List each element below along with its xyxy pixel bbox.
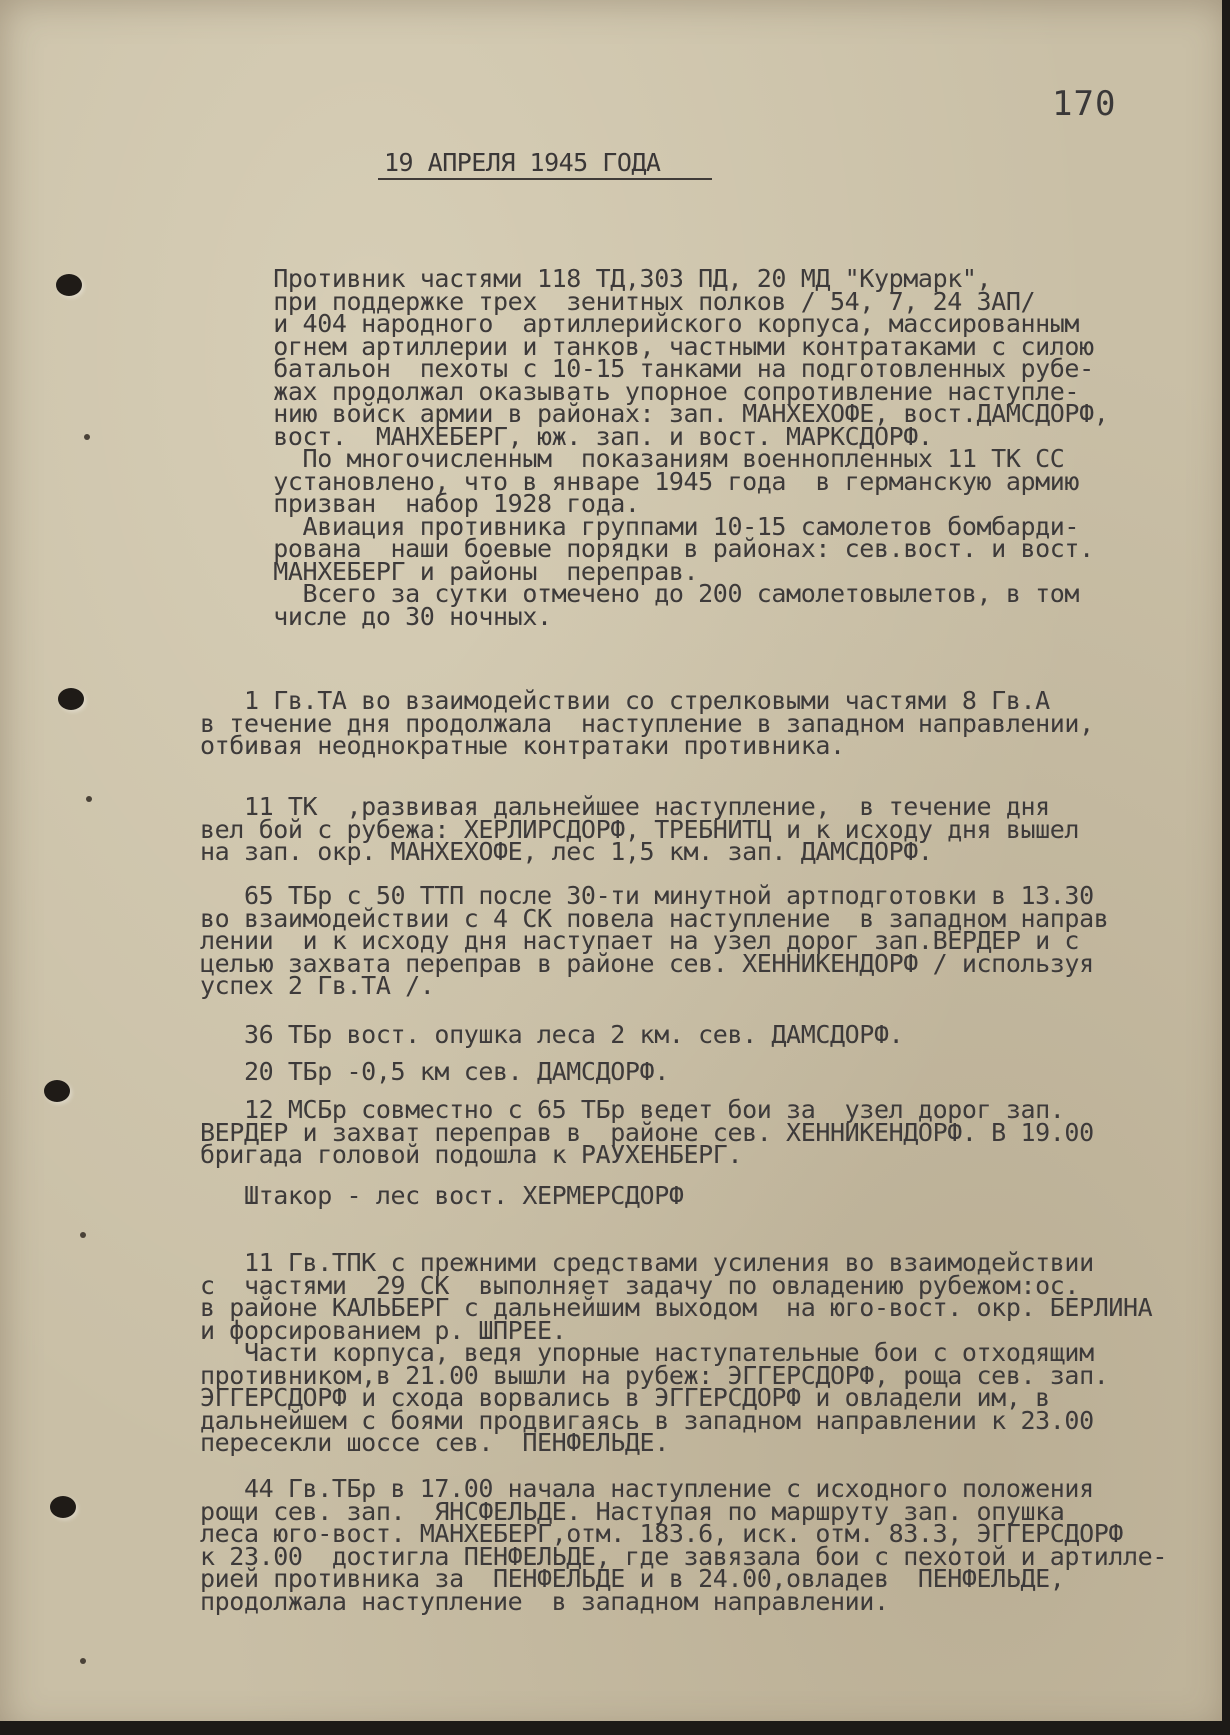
paragraph-12-msbr: 12 МСБр совместно с 65 ТБр ведет бои за узел дорог зап. ВЕРДЕР и захват переправ в районе сев. ХЕННИКЕНДОРФ. В 19.00 бригада головой подошла к РАУХЕНБЕРГ. [200,1095,1094,1169]
title-underline [378,178,712,180]
scan-edge-right [1222,0,1230,1735]
scan-edge-bottom [0,1721,1230,1735]
paragraph-36-tbr: 36 ТБр вост. опушка леса 2 км. сев. ДАМСДОРФ. [200,1020,904,1049]
punch-hole [50,1496,76,1518]
binding-dot [80,1232,86,1238]
page-number: 170 [1052,84,1117,124]
paragraph-enemy-situation: Противник частями 118 ТД,303 ПД, 20 МД "Курмарк", при поддержке трех зенитных полков / 54, 7, 24 ЗАП/ и 404 народного артиллерийского корпуса, массированным огнем артиллерии и танков, частными контратаками с силою батальон пехоты с 10-15 танками на подготовленных рубе- жах продолжал оказывать упорное сопротивление наступле- нию войск армии в районах: зап. МАНХЕХОФЕ, вост.ДАМСДОРФ, вост. МАНХЕБЕРГ, юж. зап. и вост. МАРКСДОРФ. По многочисленным показаниям военнопленных 11 ТК СС установлено, что в январе 1945 года в германскую армию призван набор 1928 года. Авиация противника группами 10-15 самолетов бомбарди- рована наши боевые порядки в районах: сев.вост. и вост. МАНХЕБЕРГ и районы переправ. Всего за сутки отмечено до 200 самолетовылетов, в том числе до 30 ночных. [273,264,1109,631]
paragraph-1-gv-ta: 1 Гв.ТА во взаимодействии со стрелковыми частями 8 Гв.А в течение дня продолжала наступление в западном направлении, отбивая неоднократные контратаки противника. [200,686,1094,760]
binding-dot [80,1658,86,1664]
paragraph-20-tbr: 20 ТБр -0,5 км сев. ДАМСДОРФ. [200,1057,669,1086]
punch-hole [56,274,82,296]
punch-hole [44,1080,70,1102]
punch-hole [58,688,84,710]
paragraph-65-tbr: 65 ТБр с 50 ТТП после 30-ти минутной артподготовки в 13.30 во взаимодействии с 4 СК повела наступление в западном направ лении и к исходу дня наступает на узел дорог зап.ВЕРДЕР и с целью захвата переправ в районе сев. ХЕННИКЕНДОРФ / используя успех 2 Гв.ТА /. [200,881,1109,1000]
paragraph-11-gv-tpk: 11 Гв.ТПК с прежними средствами усиления во взаимодействии с частями 29 СК выполняет задачу по овладению рубежом:ос. в районе КАЛЬБЕРГ с дальнейшим выходом на юго-вост. окр. БЕРЛИНА и форсированием р. ШПРЕЕ. Части корпуса, ведя упорные наступательные бои с отходящим противником,в 21.00 вышли на рубеж: ЭГГЕРСДОРФ, роща сев. зап. ЭГГЕРСДОРФ и схода ворвались в ЭГГЕРСДОРФ и овладели им, в дальнейшем с боями продвигаясь в западном направлении к 23.00 пересекли шоссе сев. ПЕНФЕЛЬДЕ. [200,1248,1153,1457]
paragraph-11-tk: 11 ТК ,развивая дальнейшее наступление, в течение дня вел бой с рубежа: ХЕРЛИРСДОРФ, ТРЕБНИТЦ и к исходу дня вышел на зап. окр. МАНХЕХОФЕ, лес 1,5 км. зап. ДАМСДОРФ. [200,792,1080,866]
page-title: 19 АПРЕЛЯ 1945 ГОДА [384,148,661,177]
paragraph-44-gv-tbr: 44 Гв.ТБр в 17.00 начала наступление с исходного положения рощи сев. зап. ЯНСФЕЛЬДЕ. Наступая по маршруту зап. опушка леса юго-вост. МАНХЕБЕРГ,отм. 183.6, иск. отм. 83.3, ЭГГЕРСДОРФ к 23.00 достигла ПЕНФЕЛЬДЕ, где завязала бои с пехотой и артилле- рией противника за ПЕНФЕЛЬДЕ и в 24.00,овладев ПЕНФЕЛЬДЕ, продолжала наступление в западном направлении. [200,1474,1167,1616]
paragraph-shtakor: Штакор - лес вост. ХЕРМЕРСДОРФ [200,1181,684,1210]
binding-dot [84,434,90,440]
binding-dot [86,796,92,802]
